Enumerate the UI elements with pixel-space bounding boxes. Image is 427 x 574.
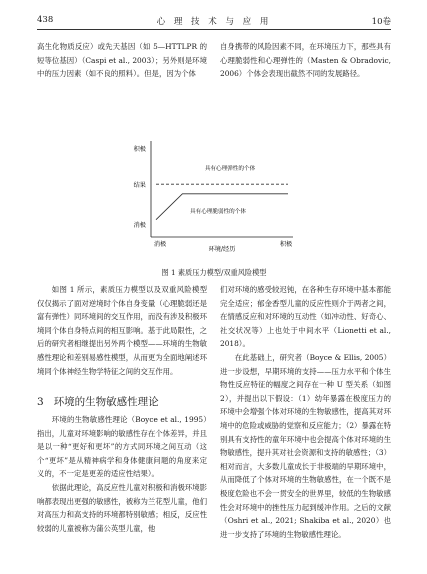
journal-title: 心 理 技 术 与 应 用 (156, 17, 272, 27)
paragraph: 高生化物质反应）或先天基因（如 5—HTTLPR 的短等位基因）（Caspi et al., 2003）；另外则是环境中的压力因素（如不良的照料）。但是，因为个体 (37, 42, 207, 79)
x-tick-right: 积极 (279, 241, 293, 248)
x-tick-left: 消极 (153, 241, 167, 248)
figure-1 (118, 137, 298, 252)
label-fragile: 具有心理脆弱性的个体 (190, 209, 246, 215)
x-axis-label: 环境/经历 (208, 246, 236, 252)
label-elastic: 具有心理弹性的个体 (204, 166, 256, 172)
section-heading (37, 394, 159, 409)
section-number: 3 (37, 396, 44, 408)
left-column-top (37, 40, 207, 81)
paragraph: 在此基础上，研究者（Boyce & Ellis, 2005）进一步设想，早期环境的支持——压力水平和个体生物性反应特征的幅度之间存在一种 U 型关系（如图 2），并提出以下假设：（1）幼年暴露在极度压力的环境中会增强个体对环境的生物敏感性，提高其对环境中的危险或威胁的觉察和反应能力；（2）暴露在特别具有支持性的童年环境中也会提高个体对环境的生物敏感性，提升其对社会资源和支持的敏感性；（3）相对而言，大多数儿童成长于非极端的早期环境中，从而降低了个体对环境的生物敏感性，在一个既不是极度危险也不会一贯安全的世界里，较低的生物敏感性会对环境中的挫性压力起到缓冲作用。之后的文献（Oshri et al., 2021; Shakiba et al., 2020）也进一步支持了环境的生物敏感性理论。 (220, 352, 391, 539)
left-column-after-heading (37, 413, 207, 535)
volume-label: 10卷 (371, 17, 391, 27)
series-fragile-line (156, 194, 288, 220)
figure-caption: 图 1 素质压力模型/双重风险模型 (161, 268, 267, 277)
right-column-top (220, 40, 391, 81)
right-column-bottom (220, 283, 391, 541)
section-title: 环境的生物敏感性理论 (53, 396, 159, 408)
paragraph: 们对环境的感受较迟钝，在各种生存环境中基本都能完全适应；郁金香型儿童的反应性则介于两者之间，在情感反应和对环境的互动性（如冲动性、好奇心、社交状况等）上也处于中间水平（Lionetti et al., 2018）。 (220, 285, 391, 349)
paragraph: 环境的生物敏感性理论（Boyce et al., 1995）指出，儿童对环境影响的敏感性存在个体差异，并且是以一种“更好和更坏”的方式同环境之间互动（这个“更坏”是从精神病学和身体健康问题的角度来定义的，不一定是更差的适应性结果）。 (37, 415, 207, 479)
left-column-bottom (37, 283, 207, 378)
y-tick-mid: 结果 (133, 182, 146, 189)
y-tick-low: 消极 (133, 222, 146, 229)
page-number: 438 (37, 15, 54, 25)
paragraph: 依据此理论，高反应性儿童对积极和消极环境影响都表现出更强的敏感性，被称为兰花型儿童，他们对高压力和高支持的环境都特别敏感；相反，反应性较弱的儿童被称为蒲公英型儿童，他 (37, 482, 208, 533)
y-tick-high: 积极 (133, 146, 146, 153)
paragraph: 如图 1 所示，素质压力模型以及双重风险模型仅仅揭示了面对逆境时个体自身变量（心理脆弱还是富有弹性）同环境间的交互作用，而没有涉及积极环境同个体自身特点间的相互影响。基于此局限性，之后的研究者相继提出另外两个模型——环境的生物敏感性理论和差别易感性模型，从而更为全面地阐述环境同个体神经生物学特征之间的交互作用。 (37, 285, 207, 376)
paragraph: 自身携带的风险因素不同，在环境压力下，那些具有心理脆弱性和心理弹性的（Masten & Obradovic, 2006）个体会表现出截然不同的发展路径。 (220, 42, 391, 79)
running-header (37, 13, 391, 30)
